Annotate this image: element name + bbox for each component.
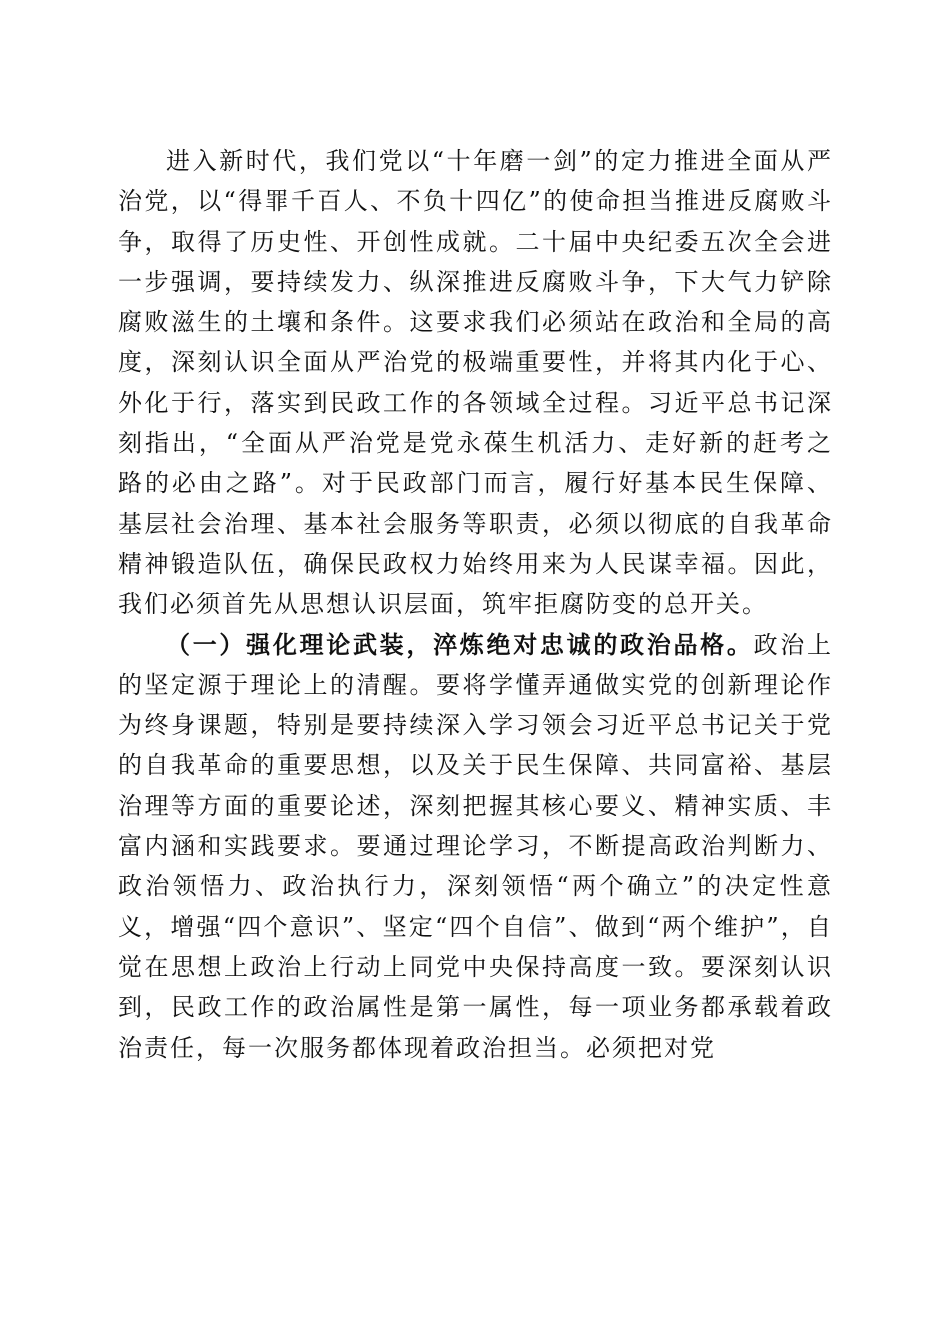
document-body	[118, 141, 833, 1068]
paragraph-intro: 进入新时代，我们党以“十年磨一剑”的定力推进全面从严治党，以“得罪千百人、不负十四亿”的使命担当推进反腐败斗争，取得了历史性、开创性成就。二十届中央纪委五次全会进一步强调，要持续发力、纵深推进反腐败斗争，下大气力铲除腐败滋生的土壤和条件。这要求我们必须站在政治和全局的高度，深刻认识全面从严治党的极端重要性，并将其内化于心、外化于行，落实到民政工作的各领域全过程。习近平总书记深刻指出，“全面从严治党是党永葆生机活力、走好新的赶考之路的必由之路”。对于民政部门而言，履行好基本民生保障、基层社会治理、基本社会服务等职责，必须以彻底的自我革命精神锻造队伍，确保民政权力始终用来为人民谋幸福。因此，我们必须首先从思想认识层面，筑牢拒腐防变的总开关。	[118, 147, 833, 619]
paragraph-section-one	[118, 625, 833, 1068]
section-body: 政治上的坚定源于理论上的清醒。要将学懂弄通做实党的创新理论作为终身课题，特别是要持续深入学习领会习近平总书记关于党的自我革命的重要思想，以及关于民生保障、共同富裕、基层治理等方面的重要论述，深刻把握其核心要义、精神实质、丰富内涵和实践要求。要通过理论学习，不断提高政治判断力、政治领悟力、政治执行力，深刻领悟“两个确立”的决定性意义，增强“四个意识”、坚定“四个自信”、做到“两个维护”，自觉在思想上政治上行动上同党中央保持高度一致。要深刻认识到，民政工作的政治属性是第一属性，每一项业务都承载着政治责任，每一次服务都体现着政治担当。必须把对党	[118, 630, 834, 1062]
section-heading: （一）强化理论武装，淬炼绝对忠诚的政治品格。	[166, 629, 754, 659]
